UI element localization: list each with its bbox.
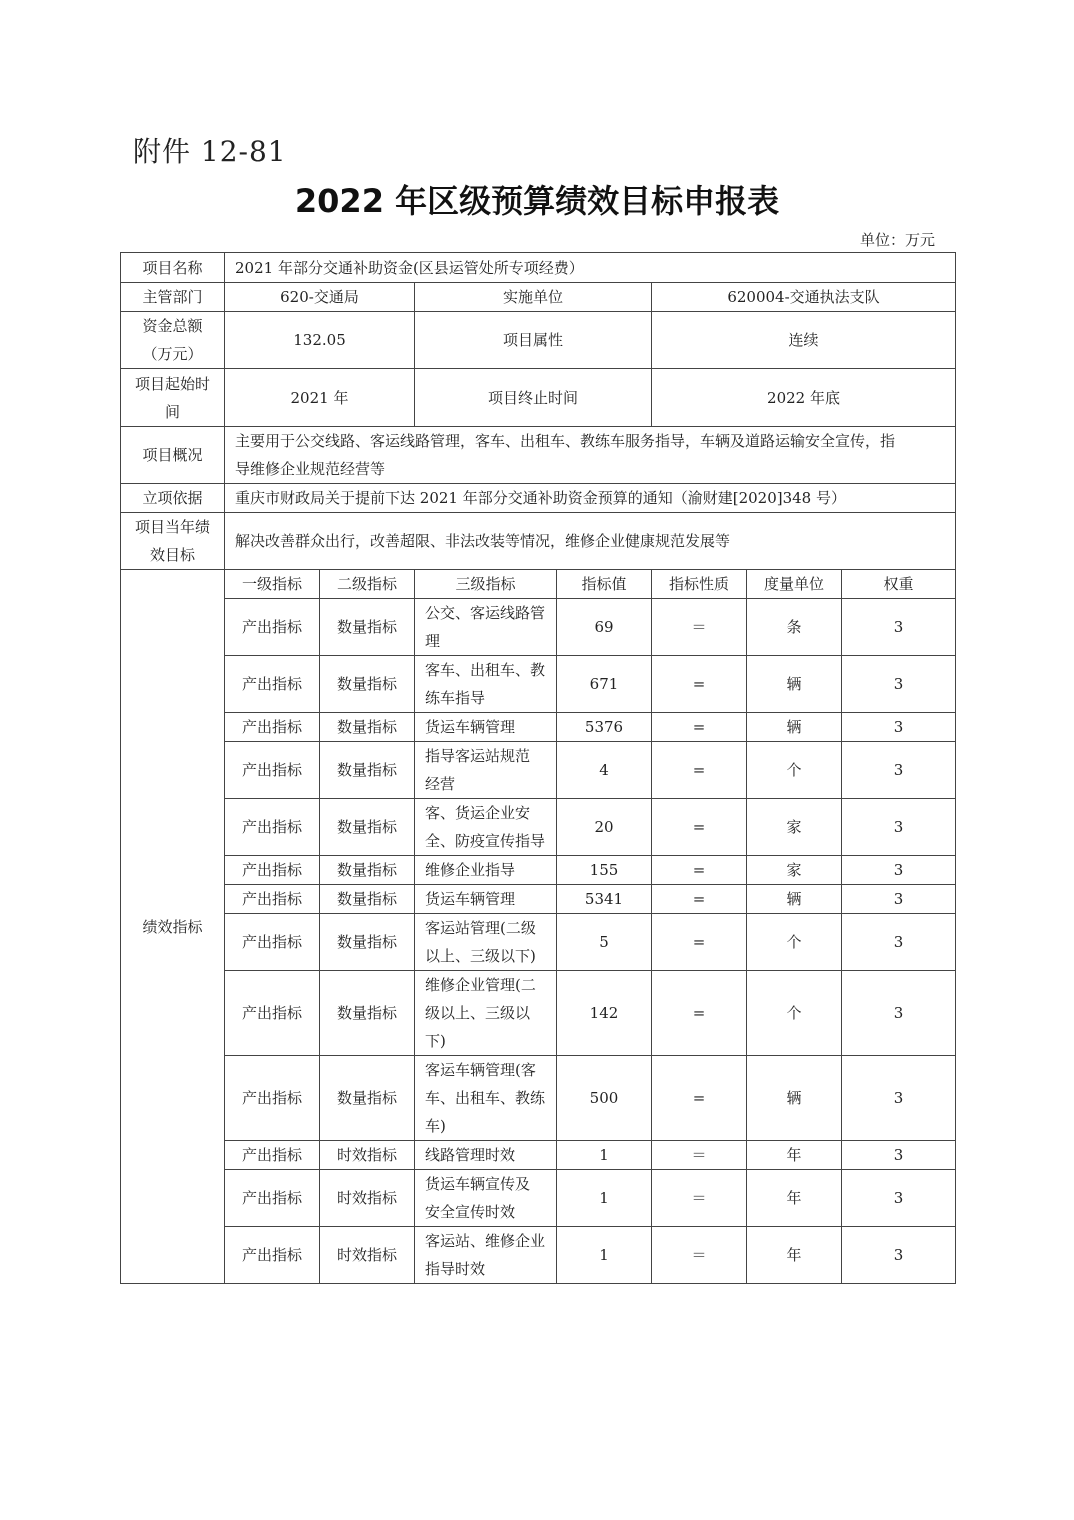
indicator-value: 1: [557, 1170, 652, 1227]
budget-form-table: [120, 252, 956, 1284]
indicator-value: 4: [557, 742, 652, 799]
indicator-level3-line: 客运车辆管理(客: [425, 1061, 536, 1079]
indicator-nature: =: [652, 713, 747, 742]
indicator-value: 155: [557, 856, 652, 885]
indicator-nature: =: [652, 656, 747, 713]
indicator-weight: 3: [842, 742, 956, 799]
indicator-level3: [415, 856, 557, 885]
page-title: 2022 年区级预算绩效目标申报表: [294, 182, 780, 220]
indicator-value: 1: [557, 1141, 652, 1170]
indicator-level2: 数量指标: [320, 914, 415, 971]
attachment-number: 附件 12-81: [133, 135, 287, 168]
indicator-row: [121, 799, 956, 856]
indicator-level2: 数量指标: [320, 1056, 415, 1141]
header-nature: 指标性质: [652, 570, 747, 599]
indicator-nature: =: [652, 914, 747, 971]
indicator-value: 671: [557, 656, 652, 713]
indicator-level3: [415, 885, 557, 914]
indicator-level2: 数量指标: [320, 971, 415, 1056]
basis-label: 立项依据: [121, 484, 225, 513]
indicator-level1: 产出指标: [225, 656, 320, 713]
indicator-value: 1: [557, 1227, 652, 1284]
annual-goal-label: [121, 513, 225, 570]
indicator-level3-line: 练车指导: [425, 689, 486, 707]
header-weight: 权重: [842, 570, 956, 599]
indicator-unit: 年: [747, 1227, 842, 1284]
indicator-level3: [415, 599, 557, 656]
indicator-level1: 产出指标: [225, 1056, 320, 1141]
indicator-level3: [415, 742, 557, 799]
indicator-unit: 年: [747, 1141, 842, 1170]
project-name-label: 项目名称: [121, 253, 225, 283]
indicator-unit: 条: [747, 599, 842, 656]
indicator-level3: [415, 971, 557, 1056]
indicator-row: [121, 1227, 956, 1284]
indicator-nature: =: [652, 1056, 747, 1141]
indicator-level3-line: 理: [425, 632, 441, 650]
indicator-row: [121, 1141, 956, 1170]
indicator-level3-line: 线路管理时效: [425, 1146, 516, 1164]
fund-total-label-line1: 资金总额: [142, 317, 203, 335]
indicator-level1: 产出指标: [225, 856, 320, 885]
indicator-level3: [415, 914, 557, 971]
indicator-nature: =: [652, 856, 747, 885]
indicator-row: [121, 1056, 956, 1141]
header-unit: 度量单位: [747, 570, 842, 599]
indicator-level1: 产出指标: [225, 713, 320, 742]
end-time-label: 项目终止时间: [415, 369, 652, 427]
indicator-weight: 3: [842, 599, 956, 656]
indicator-weight: 3: [842, 1056, 956, 1141]
overview-value: [225, 427, 956, 484]
indicator-level3: [415, 1141, 557, 1170]
basis-value: 重庆市财政局关于提前下达 2021 年部分交通补助资金预算的通知（渝财建[2020]348 号）: [225, 484, 956, 513]
header-level2: 二级指标: [320, 570, 415, 599]
indicator-level1: 产出指标: [225, 1141, 320, 1170]
end-time-value: 2022 年底: [652, 369, 956, 427]
indicator-level1: 产出指标: [225, 599, 320, 656]
project-name-value: 2021 年部分交通补助资金(区县运管处所专项经费）: [225, 253, 956, 283]
indicator-value: 5341: [557, 885, 652, 914]
indicator-unit: 家: [747, 856, 842, 885]
indicator-level1: 产出指标: [225, 971, 320, 1056]
start-time-label-line2: 间: [164, 402, 180, 421]
annual-goal-label-line1: 项目当年绩: [134, 518, 210, 536]
indicator-unit: 家: [747, 799, 842, 856]
indicator-level2: 数量指标: [320, 656, 415, 713]
indicator-level3-line: 全、防疫宣传指导: [425, 832, 546, 850]
indicator-level3-line: 指导时效: [425, 1260, 486, 1278]
indicator-unit: 个: [747, 742, 842, 799]
indicator-weight: 3: [842, 799, 956, 856]
indicator-level1: 产出指标: [225, 914, 320, 971]
indicator-unit: 辆: [747, 656, 842, 713]
start-time-label: [121, 369, 225, 427]
indicator-level3-line: 车、出租车、教练: [425, 1089, 546, 1107]
indicator-level3: [415, 1170, 557, 1227]
indicator-level1: 产出指标: [225, 1170, 320, 1227]
indicator-weight: 3: [842, 656, 956, 713]
indicator-value: 500: [557, 1056, 652, 1141]
indicator-value: 20: [557, 799, 652, 856]
indicator-level3-line: 以上、三级以下): [425, 947, 536, 965]
indicator-weight: 3: [842, 1170, 956, 1227]
indicator-row: [121, 885, 956, 914]
unit-label: 单位：万元: [860, 231, 936, 249]
indicator-value: 5376: [557, 713, 652, 742]
indicator-level3-line: 客运站管理(二级: [425, 919, 536, 937]
indicator-unit: 个: [747, 914, 842, 971]
impl-unit-value: 620004-交通执法支队: [652, 283, 956, 312]
indicator-level3: [415, 1056, 557, 1141]
indicator-weight: 3: [842, 1141, 956, 1170]
fund-total-label: [121, 312, 225, 369]
project-attr-value: 连续: [652, 312, 956, 369]
indicator-nature: ＝: [652, 1141, 747, 1170]
indicator-level3-line: 下): [425, 1032, 446, 1050]
start-time-label-line1: 项目起始时: [134, 374, 210, 393]
indicator-level3-line: 指导客运站规范: [425, 747, 531, 765]
indicator-level2: 时效指标: [320, 1170, 415, 1227]
indicator-nature: ＝: [652, 1227, 747, 1284]
indicator-weight: 3: [842, 713, 956, 742]
fund-total-label-line2: （万元）: [142, 345, 203, 363]
indicator-nature: =: [652, 885, 747, 914]
indicator-level3-line: 客运站、维修企业: [425, 1232, 546, 1250]
indicator-level3-line: 货运车辆管理: [425, 718, 516, 736]
indicator-level3-line: 安全宣传时效: [425, 1203, 516, 1221]
indicator-weight: 3: [842, 971, 956, 1056]
indicator-level3-line: 货运车辆管理: [425, 890, 516, 908]
indicator-unit: 辆: [747, 1056, 842, 1141]
indicator-weight: 3: [842, 856, 956, 885]
indicator-value: 5: [557, 914, 652, 971]
dept-label: 主管部门: [121, 283, 225, 312]
indicator-row: [121, 971, 956, 1056]
indicator-level1: 产出指标: [225, 1227, 320, 1284]
indicator-nature: ＝: [652, 1170, 747, 1227]
indicator-row: [121, 914, 956, 971]
indicator-row: [121, 742, 956, 799]
indicator-nature: ＝: [652, 599, 747, 656]
indicator-level2: 数量指标: [320, 799, 415, 856]
indicator-row: [121, 656, 956, 713]
overview-value-line1: 主要用于公交线路、客运线路管理，客车、出租车、教练车服务指导，车辆及道路运输安全宣传，指: [235, 432, 896, 450]
header-value: 指标值: [557, 570, 652, 599]
indicators-section-label: 绩效指标: [121, 570, 225, 1284]
indicator-level3-line: 公交、客运线路管: [425, 604, 546, 622]
indicator-level3: [415, 799, 557, 856]
indicator-level3: [415, 656, 557, 713]
indicator-level3-line: 级以上、三级以: [425, 1004, 531, 1022]
indicator-level2: 数量指标: [320, 599, 415, 656]
indicator-level2: 数量指标: [320, 885, 415, 914]
start-time-value: 2021 年: [225, 369, 415, 427]
indicator-weight: 3: [842, 885, 956, 914]
fund-total-value: 132.05: [225, 312, 415, 369]
dept-value: 620-交通局: [225, 283, 415, 312]
indicator-value: 142: [557, 971, 652, 1056]
impl-unit-label: 实施单位: [415, 283, 652, 312]
indicator-weight: 3: [842, 1227, 956, 1284]
overview-value-line2: 导维修企业规范经营等: [235, 460, 386, 478]
indicator-level3-line: 维修企业管理(二: [425, 976, 536, 994]
indicator-level2: 数量指标: [320, 742, 415, 799]
indicator-level2: 时效指标: [320, 1227, 415, 1284]
indicator-value: 69: [557, 599, 652, 656]
indicator-nature: =: [652, 971, 747, 1056]
indicator-unit: 个: [747, 971, 842, 1056]
indicator-level3: [415, 713, 557, 742]
indicator-unit: 辆: [747, 885, 842, 914]
indicator-nature: =: [652, 742, 747, 799]
indicator-level3-line: 车): [425, 1117, 446, 1135]
annual-goal-value: 解决改善群众出行，改善超限、非法改装等情况，维修企业健康规范发展等: [225, 513, 956, 570]
annual-goal-label-line2: 效目标: [149, 546, 195, 564]
indicator-level3-line: 客车、出租车、教: [425, 661, 546, 679]
indicator-row: [121, 713, 956, 742]
indicator-level1: 产出指标: [225, 742, 320, 799]
project-attr-label: 项目属性: [415, 312, 652, 369]
overview-label: 项目概况: [121, 427, 225, 484]
indicator-weight: 3: [842, 914, 956, 971]
indicator-level2: 数量指标: [320, 713, 415, 742]
header-level3: 三级指标: [415, 570, 557, 599]
indicator-level2: 时效指标: [320, 1141, 415, 1170]
indicator-level3: [415, 1227, 557, 1284]
indicator-unit: 年: [747, 1170, 842, 1227]
header-level1: 一级指标: [225, 570, 320, 599]
indicator-level2: 数量指标: [320, 856, 415, 885]
indicator-unit: 辆: [747, 713, 842, 742]
indicator-level1: 产出指标: [225, 885, 320, 914]
indicator-level3-line: 货运车辆宣传及: [425, 1175, 531, 1193]
indicator-level3-line: 经营: [425, 775, 456, 793]
indicator-level1: 产出指标: [225, 799, 320, 856]
indicator-level3-line: 客、货运企业安: [425, 804, 531, 822]
indicator-level3-line: 维修企业指导: [425, 861, 516, 879]
indicator-row: [121, 856, 956, 885]
indicator-row: [121, 1170, 956, 1227]
indicator-nature: =: [652, 799, 747, 856]
indicator-row: [121, 599, 956, 656]
